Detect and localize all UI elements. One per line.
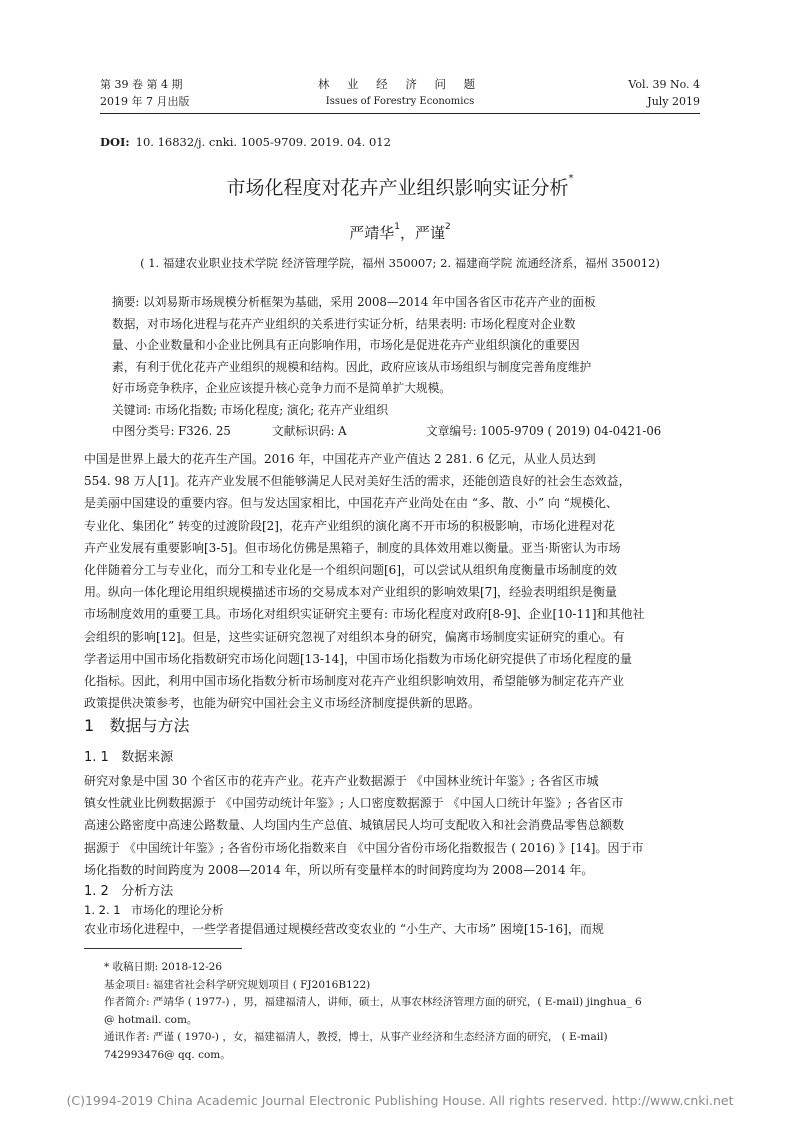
author-2: 严谨: [415, 224, 446, 242]
journal-name-cn: 林 业 经 济 问 题: [317, 77, 483, 91]
author-1-affil: 1: [394, 222, 400, 232]
copyright-notice: (C)1994-2019 China Academic Journal Electronic Publishing House. All rights reserved. http://www.cnki.net: [66, 1093, 734, 1108]
title-footnote-mark: *: [568, 173, 574, 184]
paper-title: [0, 173, 800, 200]
text-line: 化伴随着分工与专业化，而分工和专业化是一个组织问题[6]，可以尝试从组织角度衡量市场制度的效: [84, 563, 618, 578]
section-number: 1. 1: [84, 750, 109, 765]
text-line: 市场制度效用的重要工具。市场化对组织实证研究主要有: 市场化程度对政府[8-9]、企业[10-11]和其他社: [84, 607, 645, 622]
text-line: 用。纵向一体化理论用组织规模描述市场的交易成本对产业组织的影响效果[7]，经验表明组织是衡量: [84, 585, 618, 600]
section-heading-1: [84, 713, 189, 736]
text-line: 场化指数的时间跨度为 2008—2014 年，所以所有变量样本的时间跨度均为 2008—2014 年。: [84, 862, 594, 877]
section-title: 数据与方法: [109, 716, 190, 735]
journal-name-en: Issues of Forestry Economics: [325, 96, 475, 107]
text-line: 会组织的影响[12]。但是，这些实证研究忽视了对组织本身的研究，偏离市场制度实证研究的重心。有: [84, 629, 625, 644]
text-line: 卉产业发展有重要影响[3-5]。但市场化仿佛是黑箱子，制度的具体效用难以衡量。亚当·斯密认为市场: [84, 540, 621, 555]
footnote-line: * 收稿日期: 2018-12-26: [104, 961, 223, 973]
abstract-line: 摘要: 以刘易斯市场规模分析框架为基础，采用 2008—2014 年中国各省区市花卉产业的面板: [112, 295, 596, 309]
classification-row: [112, 421, 688, 443]
theory-paragraph: [84, 918, 716, 940]
header-right: [628, 76, 700, 110]
text-line: 农业市场化进程中，一些学者提倡通过规模经营改变农业的 “小生产、大市场” 困境[15-16]，而规: [84, 922, 604, 936]
section-heading-1-2-1: [84, 902, 224, 918]
abstract-line: 素，有利于优化花卉产业组织的规模和结构。因此，政府应该从市场组织与制度完善角度维护: [112, 359, 592, 374]
section-number: 1. 2. 1: [84, 903, 121, 917]
author-2-affil: 2: [445, 222, 451, 232]
text-line: 是美丽中国建设的重要内容。但与发达国家相比，中国花卉产业尚处在由 “多、散、小” 向 “规模化、: [84, 496, 618, 511]
text-line: 学者运用中国市场化指数研究市场化问题[13-14]，中国市场化指数为市场化研究提供了市场化程度的量: [84, 651, 632, 666]
section-number: 1. 2: [84, 884, 109, 899]
keywords: 关键词: 市场化指数; 市场化程度; 演化; 花卉产业组织: [112, 402, 389, 417]
text-line: 专业化、集团化” 转变的过渡阶段[2]，花卉产业组织的演化离不开市场的积极影响，市场化进程对花: [84, 518, 615, 533]
publish-date-en: July 2019: [647, 95, 700, 108]
volume-issue-en: Vol. 39 No. 4: [628, 78, 700, 91]
text-line: 政策提供决策参考，也能为研究中国社会主义市场经济制度提供新的思路。: [84, 696, 481, 711]
clc-number: 中图分类号: F326. 25: [112, 424, 231, 438]
header-center: [100, 76, 700, 110]
abstract-line: 数据，对市场化进程与花卉产业组织的关系进行实证分析，结果表明: 市场化程度对企业数: [112, 316, 576, 331]
section-heading-1-2: [84, 880, 173, 899]
journal-header: [100, 76, 700, 114]
footnote-divider: [84, 948, 242, 949]
section-title: 分析方法: [121, 884, 174, 899]
author-separator: ，: [399, 224, 415, 242]
footnotes: [104, 959, 716, 1064]
section-heading-1-1: [84, 746, 173, 765]
footnote-line: 基金项目: 福建省社会科学研究规划项目 ( FJ2016B122): [104, 978, 371, 991]
affiliations: ( 1. 福建农业职业技术学院 经济管理学院，福州 350007; 2. 福建商学院 流通经济系，福州 350012): [140, 256, 660, 270]
section-title: 数据来源: [121, 750, 174, 765]
text-line: 研究对象是中国 30 个省区市的花卉产业。花卉产业数据源于 《中国林业统计年鉴》; 各省区市城: [84, 774, 599, 788]
author-1: 严靖华: [349, 224, 395, 242]
article-number: 文章编号: 1005-9709 ( 2019) 04-0421-06: [426, 424, 662, 438]
text-line: 中国是世界上最大的花卉生产国。2016 年，中国花卉产业产值达 2 281. 6 亿元，从业人员达到: [84, 452, 596, 466]
footnote-line: 742993476@ qq. com。: [104, 1048, 231, 1061]
paper-title-text: 市场化程度对花卉产业组织影响实证分析: [226, 177, 569, 199]
section-title: 市场化的理论分析: [131, 903, 224, 917]
text-line: 554. 98 万人[1]。花卉产业发展不但能够满足人民对美好生活的需求，还能创造良好的社会生态效益，: [84, 474, 631, 489]
abstract-line: 好市场竞争秩序，企业应该提升核心竞争力而不是简单扩大规模。: [112, 381, 451, 395]
publish-date: 2019 年 7 月出版: [100, 95, 190, 108]
section-number: 1: [84, 716, 95, 735]
document-code: 文献标识码: A: [272, 424, 347, 438]
volume-issue: 第 39 卷 第 4 期: [100, 78, 183, 91]
doi-value[interactable]: 10. 16832/j. cnki. 1005-9709. 2019. 04. 012: [135, 135, 391, 149]
text-line: 化指标。因此，利用中国市场化指数分析市场制度对花卉产业组织影响效用，希望能够为制定花卉产业: [84, 674, 625, 689]
abstract-block: [112, 292, 688, 443]
abstract-line: 量、小企业数量和小企业比例具有正向影响作用，市场化是促进花卉产业组织演化的重要因: [112, 338, 580, 352]
footnote-line: @ hotmail. com。: [104, 1013, 198, 1026]
text-line: 镇女性就业比例数据源于 《中国劳动统计年鉴》; 人口密度数据源于 《中国人口统计年鉴》; 各省区市: [84, 796, 624, 811]
footnote-line: 通讯作者: 严谨 ( 1970-) ，女，福建福清人，教授，博士，从事产业经济和生态经济方面的研究， ( E-mail): [104, 1031, 608, 1043]
data-source-paragraph: [84, 770, 716, 881]
footnote-line: 作者简介: 严靖华 ( 1977-) ，男，福建福清人，讲师，硕士，从事农林经济管理方面的研究，( E-mail) jinghua_ 6: [104, 996, 642, 1008]
author-list: [0, 222, 800, 243]
doi-label: DOI:: [100, 135, 130, 149]
text-line: 高速公路密度中高速公路数量、人均国内生产总值、城镇居民人均可支配收入和社会消费品零售总额数: [84, 818, 625, 833]
doi-line: [100, 135, 391, 149]
intro-paragraph: [84, 448, 716, 714]
text-line: 据源于 《中国统计年鉴》; 各省份市场化指数来自 《中国分省份市场化指数报告 ( 2016) 》[14]。因于市: [84, 840, 644, 855]
